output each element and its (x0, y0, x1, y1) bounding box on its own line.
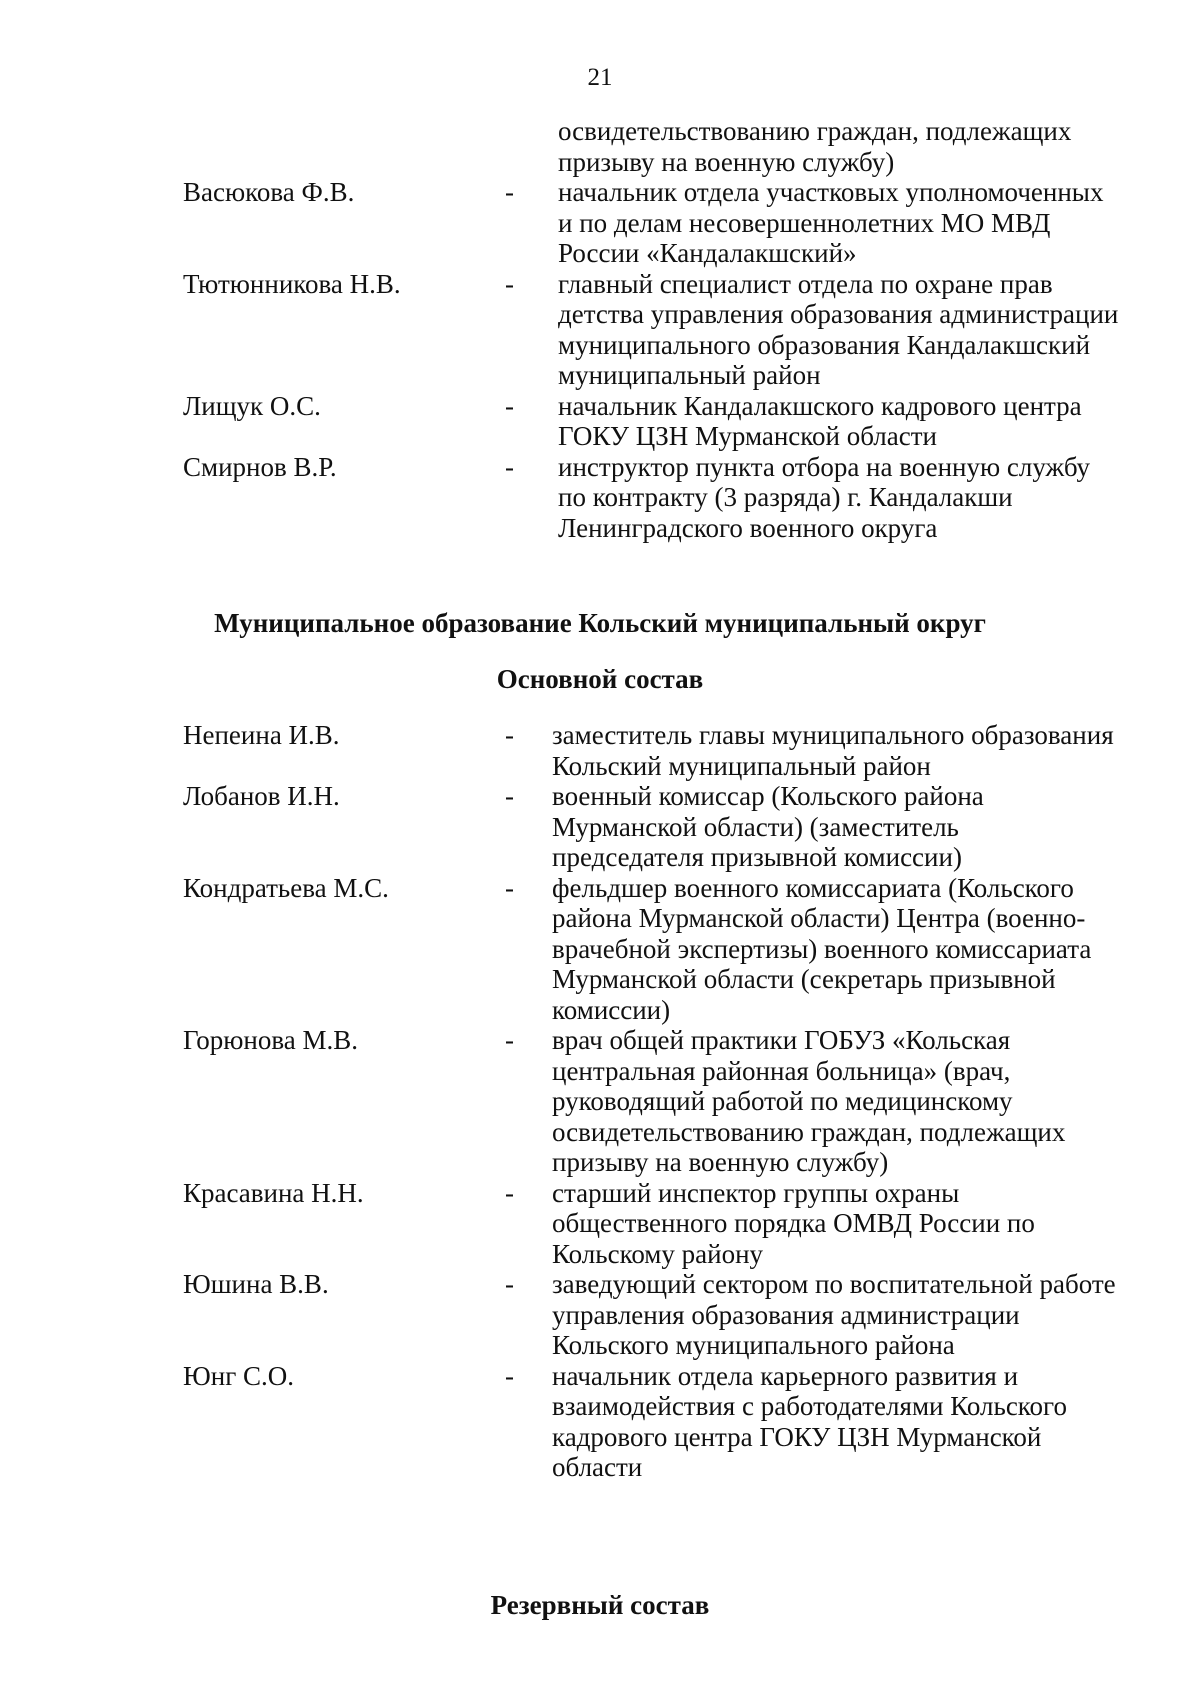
page-number: 21 (587, 64, 613, 91)
member-row (0, 873, 1200, 1026)
member-name: Тютюнникова Н.В. (183, 268, 401, 299)
member-name: Кондратьева М.С. (183, 872, 389, 903)
member-dash: - (505, 872, 514, 903)
member-name: Лобанов И.Н. (183, 781, 340, 811)
member-position: начальник отдела карьерного развития и взаимодействия с работодателями Кольского кадрового центра ГОКУ ЦЗН Мурманской области (552, 1360, 1067, 1482)
member-row (0, 1269, 1200, 1361)
member-dash: - (505, 177, 514, 207)
member-row (0, 1361, 1200, 1483)
member-row (0, 452, 1200, 544)
member-dash: - (505, 268, 514, 299)
member-row (0, 177, 1200, 269)
member-position: врач общей практики ГОБУЗ «Кольская центральная районная больница» (врач, руководящий работой по медицинскому освидетельствованию граждан, подлежащих призыву на военную службу) (552, 1025, 1066, 1177)
member-position-continuation: освидетельствованию граждан, подлежащих призыву на военную службу) (558, 116, 1072, 177)
member-name: Непеина И.В. (183, 720, 340, 750)
section-kandalaksha-members (0, 116, 1200, 543)
section-title: Муниципальное образование Кольский муниципальный округ (214, 608, 986, 638)
member-position: главный специалист отдела по охране прав детства управления образования администрации муниципального образования Кандалакшский муниципальный район (558, 268, 1119, 390)
member-position: фельдшер военного комиссариата (Кольского района Мурманской области) Центра (военно- врачебной экспертизы) военного комиссариата Мурманской области (секретарь призывной комиссии) (552, 872, 1092, 1025)
member-name: Смирнов В.Р. (183, 451, 337, 482)
member-dash: - (505, 451, 514, 482)
member-row (0, 781, 1200, 873)
member-dash: - (505, 390, 514, 421)
member-position: старший инспектор группы охраны общественного порядка ОМВД России по Кольскому району (552, 1177, 1035, 1269)
member-name: Красавина Н.Н. (183, 1177, 364, 1208)
member-dash: - (505, 1025, 514, 1055)
member-name: Юшина В.В. (183, 1269, 329, 1299)
section-kola-members (0, 720, 1200, 1483)
member-position: начальник Кандалакшского кадрового центра ГОКУ ЦЗН Мурманской области (558, 390, 1082, 451)
member-row (0, 720, 1200, 781)
member-row (0, 1178, 1200, 1270)
member-position: военный комиссар (Кольского района Мурманской области) (заместитель председателя призывной комиссии) (552, 781, 984, 872)
member-position: начальник отдела участковых уполномоченных и по делам несовершеннолетних МО МВД России «Кандалакшский» (558, 177, 1104, 268)
member-name: Юнг С.О. (183, 1360, 295, 1391)
member-name: Васюкова Ф.В. (183, 177, 355, 207)
member-name: Горюнова М.В. (183, 1025, 358, 1055)
member-name: Лищук О.С. (183, 390, 321, 421)
member-dash: - (505, 781, 514, 811)
reserve-composition-heading: Резервный состав (490, 1590, 710, 1620)
member-position: инструктор пункта отбора на военную службу по контракту (3 разряда) г. Кандалакши Ленинградского военного округа (558, 451, 1091, 543)
member-dash: - (505, 1269, 514, 1299)
member-position: заведующий сектором по воспитательной работе управления образования администрации Кольского муниципального района (552, 1269, 1116, 1360)
member-row (0, 1025, 1200, 1178)
member-row (0, 269, 1200, 391)
member-row (0, 391, 1200, 452)
member-dash: - (505, 1360, 514, 1391)
member-position: заместитель главы муниципального образования Кольский муниципальный район (552, 720, 1114, 781)
main-composition-heading: Основной состав (496, 664, 704, 694)
member-dash: - (505, 1177, 514, 1208)
member-continuation (0, 116, 1200, 177)
member-dash: - (505, 720, 514, 750)
